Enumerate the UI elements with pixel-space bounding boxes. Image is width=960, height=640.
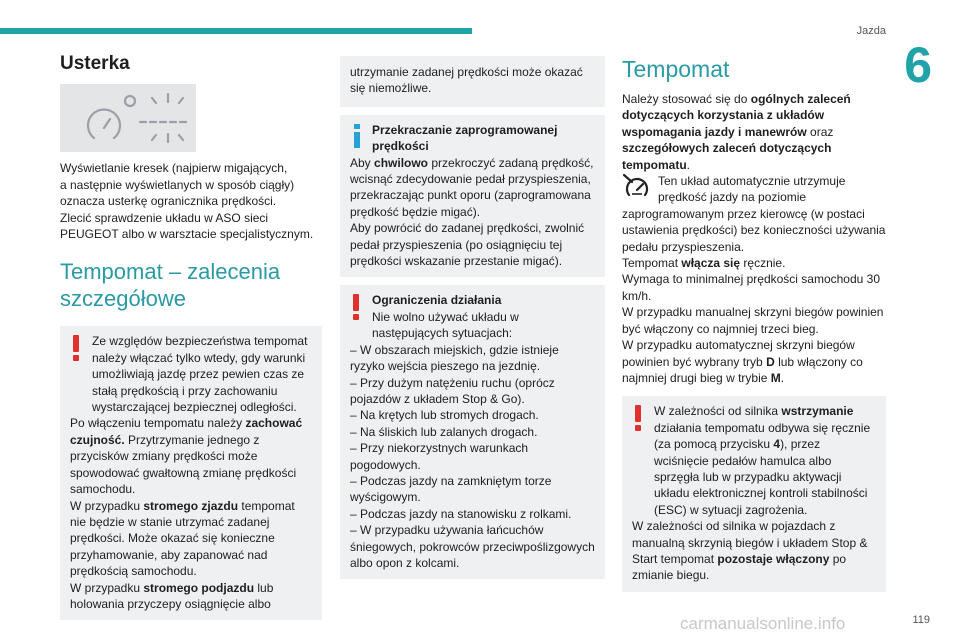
manual-gearbox-paragraph: W przypadku manualnej skrzyni biegów powinien być włączony co najmniej trzeci bieg.	[622, 305, 884, 336]
bold-text: M	[770, 370, 781, 385]
text: Należy stosować się do	[622, 92, 751, 106]
limits-item: – Przy niekorzystnych warunkach pogodowych.	[350, 441, 529, 472]
text: po zmianie biegu.	[632, 551, 847, 583]
text: ręcznie.	[740, 256, 786, 271]
text: lub holowania przyczepy osiągnięcie albo	[70, 580, 274, 611]
column-3	[622, 56, 886, 598]
column-1	[60, 53, 322, 626]
overtake-paragraph	[350, 155, 595, 221]
bold-text: stromego zjazdu	[143, 498, 239, 513]
bold-text: ogólnych zaleceń dotyczących korzystania z układów wspomagania jazdy i manewrów	[622, 92, 851, 139]
warning-paragraph	[70, 415, 312, 497]
bold-text: włącza się	[681, 256, 741, 271]
text: W przypadku automatycznej skrzyni biegów powinien być wybrany tryb	[622, 338, 855, 369]
intro-paragraph	[622, 91, 886, 173]
fault-line: Wyświetlanie kresek (najpierw migających,	[60, 161, 288, 176]
warning-paragraph: Ze względów bezpieczeństwa tempomat należy włączać tylko wtedy, gdy warunki umożliwiają jazdę przez pewien czas ze stałą prędkością i przy zachowaniu wystarczającej bezpiecznej odległości.	[92, 334, 308, 415]
section-title	[60, 258, 322, 312]
fault-line: PEUGEOT albo w warsztacie specjalistycznym.	[60, 227, 314, 242]
description-paragraph	[622, 173, 886, 255]
text: ), przez wciśnięcie pedałów hamulca albo sprzęgła lub w przypadku aktywacji układu elektronicznej kontroli stabilności (ESC) w sytuacji zagrożenia.	[654, 437, 868, 517]
warning-exclamation-icon	[349, 293, 363, 321]
text: .	[780, 370, 785, 385]
bold-text: chwilowo	[374, 155, 429, 170]
limits-item: – W obszarach miejskich, gdzie istnieje ryzyko wejścia pieszego na jezdnię.	[350, 342, 559, 374]
header-accent-bar	[0, 28, 472, 34]
bold-text: 4	[773, 437, 781, 452]
limits-item: – Podczas jazdy na zamkniętym torze wyścigowym.	[350, 473, 552, 505]
limits-item: – Podczas jazdy na stanowisku z rolkami.	[350, 506, 572, 521]
bold-text: zachować czujność.	[70, 416, 303, 447]
stop-start-paragraph	[632, 518, 876, 584]
continued-text: utrzymanie zadanej prędkości może okazać się niemożliwe.	[350, 65, 583, 96]
section-title-line-1: Tempomat – zalecenia	[60, 259, 281, 285]
bold-text: D	[766, 354, 775, 369]
watermark: carmanualsonline.info	[680, 614, 846, 633]
text: Przytrzymanie jednego z przycisków zmiany prędkości może spowodować gwałtowną zmianę prędkości samochodu.	[70, 432, 297, 497]
bold-text: stromego podjazdu	[143, 580, 255, 595]
info-i-icon	[351, 123, 363, 149]
header-title: Jazda	[856, 25, 886, 37]
bold-text: pozostaje włączony	[717, 551, 830, 566]
limits-intro: Nie wolno używać układu w następujących sytuacjach:	[372, 309, 519, 341]
limits-item: – Na śliskich lub zalanych drogach.	[350, 424, 538, 439]
warning-exclamation-icon	[631, 404, 645, 432]
text: .	[686, 157, 691, 172]
text: Tempomat	[622, 256, 682, 271]
warning-box-deactivation	[622, 396, 886, 591]
cruise-control-icon	[622, 173, 652, 203]
text: W zależności od silnika w pojazdach z manualną skrzynią biegów i układem Stop & Start tempomat	[632, 519, 868, 566]
text: przekroczyć zadaną prędkość, wcisnąć zdecydowanie pedał przyspieszenia, przekraczając punkt oporu (zaprogramowana prędkość będzie migać).	[350, 155, 594, 219]
text: działania tempomatu odbywa się ręcznie (za pomocą przycisku	[654, 420, 871, 452]
activation-paragraph	[622, 255, 886, 271]
overtake-title: Przekraczanie zaprogramowanej prędkości	[372, 122, 558, 154]
cruise-control-title: Tempomat	[622, 56, 730, 82]
text: oraz	[806, 124, 834, 139]
fault-line: Zlecić sprawdzenie układu w ASO sieci	[60, 210, 269, 225]
fault-title: Usterka	[60, 53, 130, 74]
limits-item: – Na krętych lub stromych drogach.	[350, 408, 539, 423]
text: lub włączony co najmniej drugi bieg w trybie	[622, 354, 863, 385]
fault-line: a następnie wyświetlanych w sposób ciągły)	[60, 177, 295, 192]
text: Po włączeniu tempomatu należy	[70, 416, 246, 431]
speedometer-dashes-icon	[60, 84, 196, 152]
text: Aby	[350, 155, 375, 170]
column-2	[340, 56, 605, 585]
limits-item: – Przy dużym natężeniu ruchu (oprócz pojazdów z układem Stop & Go).	[350, 375, 555, 406]
fault-text	[60, 160, 322, 242]
warning-exclamation-icon	[69, 334, 83, 362]
automatic-gearbox-paragraph	[622, 337, 886, 386]
warning-box	[60, 326, 322, 620]
text: W przypadku	[70, 580, 144, 595]
min-speed-paragraph: Wymaga to minimalnej prędkości samochodu 30 km/h.	[622, 272, 881, 303]
text: W przypadku	[70, 498, 144, 513]
warning-box-continued	[340, 56, 605, 107]
warning-paragraph	[70, 498, 312, 580]
limits-item: – W przypadku używania łańcuchów śniegowych, pokrowców przeciwpoślizgowych albo opon z kolcami.	[350, 523, 595, 570]
text: W zależności od silnika	[654, 404, 782, 419]
warning-paragraph	[70, 580, 312, 613]
info-box-overtake	[340, 115, 605, 278]
bold-text: szczegółowych zaleceń dotyczących tempomatu	[622, 141, 832, 172]
section-title-line-2: szczegółowe	[60, 286, 186, 312]
page-number: 119	[912, 614, 930, 626]
limits-title: Ograniczenia działania	[372, 293, 502, 308]
speedometer-fault-figure	[60, 84, 196, 152]
text: Ten układ automatycznie utrzymuje prędkość jazdy na poziomie zaprogramowanym przez kierowcę (w postaci ustawienia prędkości) bez konieczności używania pedału przyspieszenia.	[622, 174, 886, 254]
deactivation-paragraph	[632, 403, 876, 518]
fault-line: oznacza usterkę ogranicznika prędkości.	[60, 194, 277, 209]
text: tempomat nie będzie w stanie utrzymać zadanej prędkości. Może okazać się konieczne przyhamowanie, aby zapanować nad prędkością samochodu.	[70, 498, 295, 579]
overtake-paragraph: Aby powrócić do zadanej prędkości, zwolnić pedał przyspieszenia (po osiągnięciu tej prędkości wskazanie przestanie migać).	[350, 221, 585, 269]
bold-text: wstrzymanie	[781, 404, 854, 419]
chapter-number: 6	[904, 37, 932, 93]
warning-box-limits	[340, 285, 605, 579]
